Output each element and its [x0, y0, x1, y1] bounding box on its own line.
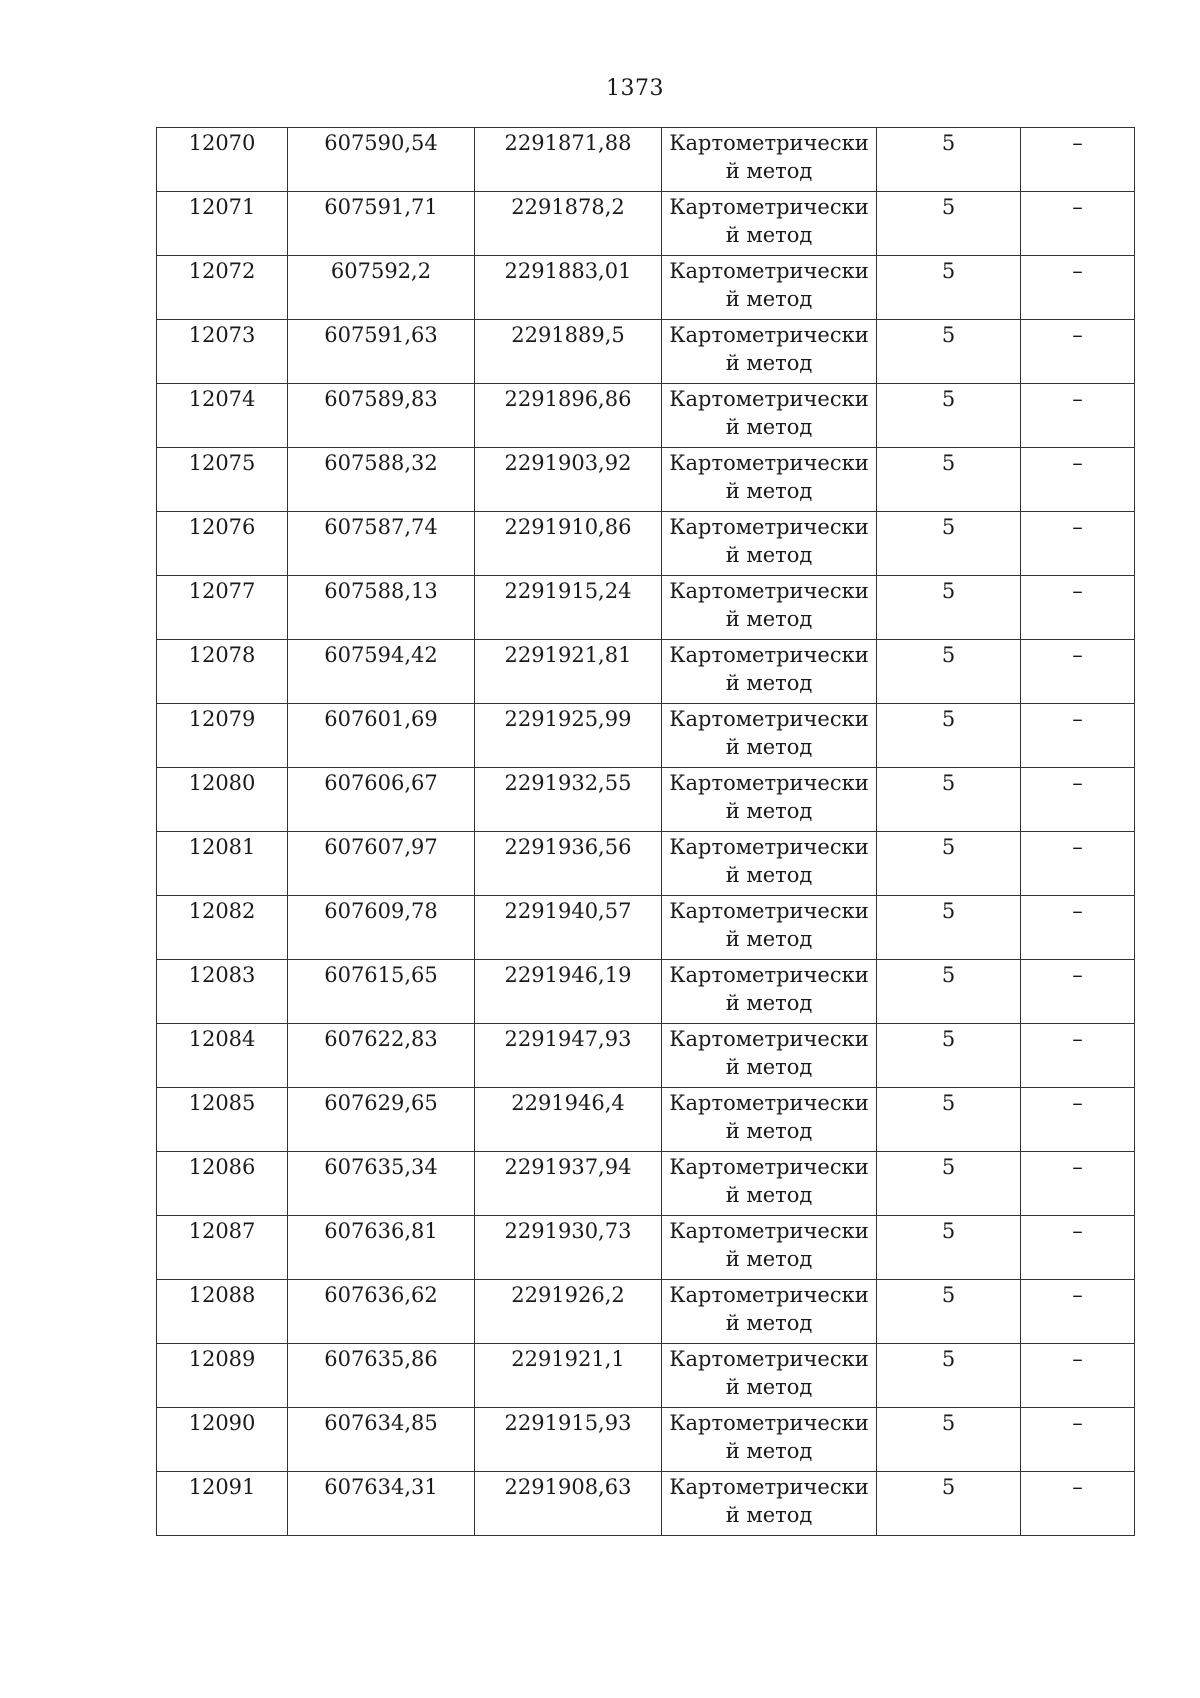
accuracy-cell: 5 — [877, 384, 1021, 448]
method-cell — [662, 832, 877, 896]
table-row — [157, 384, 1135, 448]
note-cell: – — [1021, 1344, 1135, 1408]
method-text-line1: Картометрически — [669, 195, 869, 219]
method-cell — [662, 1088, 877, 1152]
method-text-line1: Картометрически — [669, 963, 869, 987]
note-cell: – — [1021, 256, 1135, 320]
x-coordinate-cell: 607636,81 — [288, 1216, 475, 1280]
table-row — [157, 640, 1135, 704]
y-coordinate-cell: 2291925,99 — [475, 704, 662, 768]
point-number-cell: 12074 — [157, 384, 288, 448]
method-cell — [662, 1024, 877, 1088]
point-number-cell: 12091 — [157, 1472, 288, 1536]
x-coordinate-cell: 607622,83 — [288, 1024, 475, 1088]
method-cell — [662, 192, 877, 256]
y-coordinate-cell: 2291889,5 — [475, 320, 662, 384]
accuracy-cell: 5 — [877, 1344, 1021, 1408]
x-coordinate-cell: 607591,71 — [288, 192, 475, 256]
note-cell: – — [1021, 512, 1135, 576]
method-text-line1: Картометрически — [669, 1027, 869, 1051]
method-text-line1: Картометрически — [669, 1283, 869, 1307]
y-coordinate-cell: 2291871,88 — [475, 128, 662, 192]
coordinates-table — [156, 127, 1135, 1536]
table-row — [157, 448, 1135, 512]
method-text-line1: Картометрически — [669, 515, 869, 539]
accuracy-cell: 5 — [877, 448, 1021, 512]
method-text-line2: й метод — [725, 863, 813, 887]
note-cell: – — [1021, 576, 1135, 640]
x-coordinate-cell: 607635,34 — [288, 1152, 475, 1216]
method-text-line2: й метод — [725, 479, 813, 503]
accuracy-cell: 5 — [877, 1024, 1021, 1088]
accuracy-cell: 5 — [877, 832, 1021, 896]
method-text-line2: й метод — [725, 1055, 813, 1079]
table-row — [157, 576, 1135, 640]
accuracy-cell: 5 — [877, 1216, 1021, 1280]
x-coordinate-cell: 607636,62 — [288, 1280, 475, 1344]
method-text-line1: Картометрически — [669, 1091, 869, 1115]
y-coordinate-cell: 2291878,2 — [475, 192, 662, 256]
method-text-line2: й метод — [725, 671, 813, 695]
method-text-line1: Картометрически — [669, 1475, 869, 1499]
accuracy-cell: 5 — [877, 1152, 1021, 1216]
x-coordinate-cell: 607587,74 — [288, 512, 475, 576]
table-row — [157, 1088, 1135, 1152]
x-coordinate-cell: 607629,65 — [288, 1088, 475, 1152]
table-row — [157, 1344, 1135, 1408]
accuracy-cell: 5 — [877, 704, 1021, 768]
y-coordinate-cell: 2291921,1 — [475, 1344, 662, 1408]
method-text-line1: Картометрически — [669, 771, 869, 795]
method-text-line1: Картометрически — [669, 323, 869, 347]
y-coordinate-cell: 2291932,55 — [475, 768, 662, 832]
note-cell: – — [1021, 128, 1135, 192]
x-coordinate-cell: 607607,97 — [288, 832, 475, 896]
method-text-line1: Картометрически — [669, 1347, 869, 1371]
method-text-line2: й метод — [725, 1375, 813, 1399]
note-cell: – — [1021, 320, 1135, 384]
y-coordinate-cell: 2291915,24 — [475, 576, 662, 640]
note-cell: – — [1021, 832, 1135, 896]
method-text-line1: Картометрически — [669, 579, 869, 603]
accuracy-cell: 5 — [877, 640, 1021, 704]
x-coordinate-cell: 607635,86 — [288, 1344, 475, 1408]
x-coordinate-cell: 607606,67 — [288, 768, 475, 832]
method-text-line2: й метод — [725, 287, 813, 311]
method-text-line1: Картометрически — [669, 1411, 869, 1435]
page-number: 1373 — [606, 76, 664, 101]
y-coordinate-cell: 2291947,93 — [475, 1024, 662, 1088]
x-coordinate-cell: 607634,31 — [288, 1472, 475, 1536]
y-coordinate-cell: 2291936,56 — [475, 832, 662, 896]
accuracy-cell: 5 — [877, 1280, 1021, 1344]
method-text-line1: Картометрически — [669, 131, 869, 155]
method-cell — [662, 1472, 877, 1536]
y-coordinate-cell: 2291930,73 — [475, 1216, 662, 1280]
x-coordinate-cell: 607592,2 — [288, 256, 475, 320]
point-number-cell: 12082 — [157, 896, 288, 960]
method-text-line2: й метод — [725, 1183, 813, 1207]
x-coordinate-cell: 607589,83 — [288, 384, 475, 448]
x-coordinate-cell: 607588,13 — [288, 576, 475, 640]
method-cell — [662, 512, 877, 576]
method-text-line1: Картометрически — [669, 1219, 869, 1243]
y-coordinate-cell: 2291940,57 — [475, 896, 662, 960]
point-number-cell: 12080 — [157, 768, 288, 832]
point-number-cell: 12071 — [157, 192, 288, 256]
table-row — [157, 832, 1135, 896]
note-cell: – — [1021, 768, 1135, 832]
x-coordinate-cell: 607590,54 — [288, 128, 475, 192]
accuracy-cell: 5 — [877, 1088, 1021, 1152]
table-row — [157, 1280, 1135, 1344]
y-coordinate-cell: 2291896,86 — [475, 384, 662, 448]
method-text-line1: Картометрически — [669, 835, 869, 859]
point-number-cell: 12090 — [157, 1408, 288, 1472]
note-cell: – — [1021, 1472, 1135, 1536]
table-row — [157, 320, 1135, 384]
method-text-line2: й метод — [725, 607, 813, 631]
method-text-line2: й метод — [725, 927, 813, 951]
method-text-line1: Картометрически — [669, 899, 869, 923]
note-cell: – — [1021, 384, 1135, 448]
point-number-cell: 12075 — [157, 448, 288, 512]
y-coordinate-cell: 2291910,86 — [475, 512, 662, 576]
point-number-cell: 12087 — [157, 1216, 288, 1280]
method-text-line2: й метод — [725, 1119, 813, 1143]
method-cell — [662, 384, 877, 448]
method-text-line1: Картометрически — [669, 387, 869, 411]
note-cell: – — [1021, 192, 1135, 256]
y-coordinate-cell: 2291937,94 — [475, 1152, 662, 1216]
method-cell — [662, 768, 877, 832]
note-cell: – — [1021, 704, 1135, 768]
x-coordinate-cell: 607588,32 — [288, 448, 475, 512]
method-cell — [662, 704, 877, 768]
point-number-cell: 12084 — [157, 1024, 288, 1088]
y-coordinate-cell: 2291926,2 — [475, 1280, 662, 1344]
y-coordinate-cell: 2291883,01 — [475, 256, 662, 320]
point-number-cell: 12083 — [157, 960, 288, 1024]
method-cell — [662, 1344, 877, 1408]
method-cell — [662, 576, 877, 640]
method-text-line2: й метод — [725, 1503, 813, 1527]
x-coordinate-cell: 607591,63 — [288, 320, 475, 384]
table-row — [157, 768, 1135, 832]
table-row — [157, 192, 1135, 256]
method-text-line2: й метод — [725, 1311, 813, 1335]
point-number-cell: 12072 — [157, 256, 288, 320]
method-text-line1: Картометрически — [669, 707, 869, 731]
table-row — [157, 1216, 1135, 1280]
note-cell: – — [1021, 1024, 1135, 1088]
note-cell: – — [1021, 1216, 1135, 1280]
method-cell — [662, 1216, 877, 1280]
method-text-line2: й метод — [725, 735, 813, 759]
method-cell — [662, 896, 877, 960]
note-cell: – — [1021, 1408, 1135, 1472]
table-row — [157, 512, 1135, 576]
point-number-cell: 12085 — [157, 1088, 288, 1152]
y-coordinate-cell: 2291946,19 — [475, 960, 662, 1024]
accuracy-cell: 5 — [877, 320, 1021, 384]
method-text-line2: й метод — [725, 991, 813, 1015]
table-body — [157, 128, 1135, 1536]
x-coordinate-cell: 607615,65 — [288, 960, 475, 1024]
method-text-line2: й метод — [725, 159, 813, 183]
y-coordinate-cell: 2291946,4 — [475, 1088, 662, 1152]
point-number-cell: 12089 — [157, 1344, 288, 1408]
method-cell — [662, 1280, 877, 1344]
point-number-cell: 12073 — [157, 320, 288, 384]
note-cell: – — [1021, 1280, 1135, 1344]
method-cell — [662, 320, 877, 384]
accuracy-cell: 5 — [877, 192, 1021, 256]
point-number-cell: 12070 — [157, 128, 288, 192]
note-cell: – — [1021, 1152, 1135, 1216]
table-row — [157, 128, 1135, 192]
y-coordinate-cell: 2291908,63 — [475, 1472, 662, 1536]
method-cell — [662, 1152, 877, 1216]
method-cell — [662, 128, 877, 192]
x-coordinate-cell: 607634,85 — [288, 1408, 475, 1472]
x-coordinate-cell: 607601,69 — [288, 704, 475, 768]
accuracy-cell: 5 — [877, 576, 1021, 640]
method-text-line2: й метод — [725, 415, 813, 439]
point-number-cell: 12079 — [157, 704, 288, 768]
accuracy-cell: 5 — [877, 896, 1021, 960]
x-coordinate-cell: 607594,42 — [288, 640, 475, 704]
y-coordinate-cell: 2291921,81 — [475, 640, 662, 704]
accuracy-cell: 5 — [877, 128, 1021, 192]
method-text-line2: й метод — [725, 223, 813, 247]
table-row — [157, 1472, 1135, 1536]
method-text-line1: Картометрически — [669, 1155, 869, 1179]
y-coordinate-cell: 2291915,93 — [475, 1408, 662, 1472]
method-text-line2: й метод — [725, 1247, 813, 1271]
point-number-cell: 12076 — [157, 512, 288, 576]
note-cell: – — [1021, 960, 1135, 1024]
method-text-line2: й метод — [725, 1439, 813, 1463]
method-text-line2: й метод — [725, 351, 813, 375]
note-cell: – — [1021, 1088, 1135, 1152]
table-row — [157, 1024, 1135, 1088]
accuracy-cell: 5 — [877, 1472, 1021, 1536]
table-row — [157, 896, 1135, 960]
method-text-line1: Картометрически — [669, 259, 869, 283]
method-cell — [662, 960, 877, 1024]
point-number-cell: 12088 — [157, 1280, 288, 1344]
x-coordinate-cell: 607609,78 — [288, 896, 475, 960]
accuracy-cell: 5 — [877, 256, 1021, 320]
table-row — [157, 704, 1135, 768]
accuracy-cell: 5 — [877, 960, 1021, 1024]
point-number-cell: 12086 — [157, 1152, 288, 1216]
accuracy-cell: 5 — [877, 1408, 1021, 1472]
method-cell — [662, 256, 877, 320]
y-coordinate-cell: 2291903,92 — [475, 448, 662, 512]
method-text-line2: й метод — [725, 543, 813, 567]
method-cell — [662, 448, 877, 512]
point-number-cell: 12077 — [157, 576, 288, 640]
accuracy-cell: 5 — [877, 512, 1021, 576]
table-row — [157, 1408, 1135, 1472]
note-cell: – — [1021, 640, 1135, 704]
point-number-cell: 12078 — [157, 640, 288, 704]
accuracy-cell: 5 — [877, 768, 1021, 832]
table-row — [157, 256, 1135, 320]
note-cell: – — [1021, 448, 1135, 512]
table-row — [157, 1152, 1135, 1216]
method-cell — [662, 1408, 877, 1472]
note-cell: – — [1021, 896, 1135, 960]
table-row — [157, 960, 1135, 1024]
method-text-line1: Картометрически — [669, 451, 869, 475]
point-number-cell: 12081 — [157, 832, 288, 896]
method-text-line1: Картометрически — [669, 643, 869, 667]
method-cell — [662, 640, 877, 704]
method-text-line2: й метод — [725, 799, 813, 823]
